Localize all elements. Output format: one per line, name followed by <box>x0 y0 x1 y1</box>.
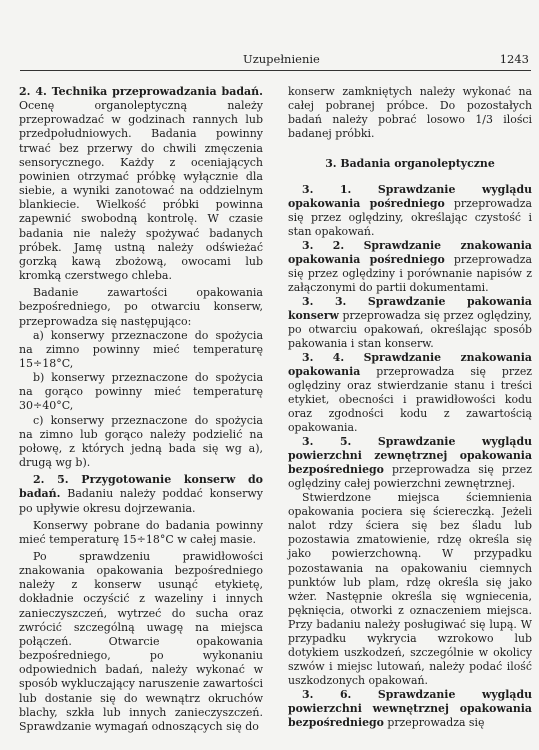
section-2-5-heading: 2. 5. Przygotowanie konserw do badań. <box>19 473 263 501</box>
list-item-c: c) konserwy przeznaczone do spożycia na zimno lub gorąco należy podzielić na połowę, z których jedną bada się wg a), drugą wg b). <box>19 413 263 470</box>
section-3-5 <box>288 435 532 491</box>
list-item-b: b) konserwy przeznaczone do spożycia na gorąco powinny mieć temperaturę 30÷40°C, <box>19 371 263 413</box>
section-2-4-text: Ocenę organoleptyczną należy przeprowadzać w godzinach rannych lub przedpołudniowych. Badania powinny trwać bez przerwy do chwili zmęczenia sensorycznego. Każdy z oceniających powinien otrzymać próbkę wyłącznie dla siebie, a wyniki zanotować na oddzielnym blankiecie. Wielkość próbki powinna zapewnić swobodną kontrolę. W czasie badania nie należy spożywać badanych próbek. Jamę ustną należy odświeżać gorzką kawą zbożową, owocami lub kromką czerstwego chleba. <box>19 99 263 283</box>
section-3-3-heading: 3. 3. Sprawdzanie pakowania konserw <box>288 295 532 323</box>
section-3-6-heading: 3. 6. Sprawdzanie wyglądu powierzchni wewnętrznej opakowania bezpośredniego <box>288 687 532 729</box>
section-3-1 <box>288 183 532 239</box>
paragraph-pobrane: Konserwy pobrane do badania powinny mieć temperaturę 15÷18°C w całej masie. <box>19 518 263 546</box>
paragraph-po-sprawdzeniu: Po sprawdzeniu prawidłowości znakowania opakowania bezpośredniego należy z konserw usunąć etykietę, dokładnie oczyścić z wazeliny i innych zanieczyszczeń, wytrzeć do sucha oraz zwrócić szczególną uwagę na miejsca połączeń. Otwarcie opakowania bezpośredniego, po wykonaniu odpowiednich badań, należy wykonać w sposób wykluczający naruszenie zawartości lub dostanie się do wewnątrz okruchów blachy, szkła lub innych zanieczyszczeń. Sprawdzanie wymagań odnoszących się do <box>19 550 263 733</box>
right-column <box>288 85 532 730</box>
paragraph-continued: konserw zamkniętych należy wykonać na całej pobranej próbce. Do pozostałych badań należy pobrać losowo 1/3 ilości badanej próbki. <box>288 85 532 141</box>
section-3-1-text: przeprowadza się przez oględziny, określając czystość i stan opakowań. <box>288 197 532 239</box>
section-2-4-heading: 2. 4. Technika przeprowadzania badań. <box>19 85 263 98</box>
paragraph-stwierdzone: Stwierdzone miejsca ściemnienia opakowania pociera się ściereczką. Jeżeli nalot rdzy ściera się bez śladu lub pozostawia zmatowienie, rdzę określa się jako powierzchowną. W przypadku pozostawania na opakowaniu ciemnych punktów lub plam, rdzę określa się jako wżer. Następnie określa się wgniecenia, pęknięcia, otworki z oznaczeniem miejsca. Przy badaniu należy posługiwać się lupą. W przypadku wykrycia wzrokowo lub dotykiem uszkodzeń, szczególnie w okolicy szwów i miejsc lutowań, należy podać ilość uszkodzonych opakowań. <box>288 491 532 687</box>
section-3-6-text: przeprowadza się <box>387 715 485 729</box>
section-3-5-text: przeprowadza się przez oględziny całej powierzchni zewnętrznej. <box>288 463 532 491</box>
section-2-5 <box>19 473 263 515</box>
page-number: 1243 <box>499 52 529 66</box>
section-3-3 <box>288 295 532 351</box>
section-2-5-text: Badaniu należy poddać konserwy po upływie okresu dojrzewania. <box>19 487 263 515</box>
paragraph-zawartosc: Badanie zawartości opakowania bezpośredniego, po otwarciu konserw, przeprowadza się następująco: <box>19 286 263 328</box>
section-3-4-heading: 3. 4. Sprawdzanie znakowania opakowania <box>288 351 532 379</box>
section-3-4 <box>288 351 532 435</box>
section-3-heading <box>288 157 532 171</box>
header-rule <box>20 70 531 71</box>
section-3-heading-text: 3. Badania organoleptyczne <box>325 157 495 171</box>
page-header <box>0 42 539 72</box>
section-3-6 <box>288 688 532 730</box>
section-3-2 <box>288 239 532 295</box>
running-title: Uzupełnienie <box>243 52 320 66</box>
section-3-1-heading: 3. 1. Sprawdzanie wyglądu opakowania pośredniego <box>288 183 532 211</box>
section-3-5-heading: 3. 5. Sprawdzanie wyglądu powierzchni zewnętrznej opakowania bezpośredniego <box>288 435 532 477</box>
section-3-3-text: przeprowadza się przez oględziny, po otwarciu opakowań, określając sposób pakowania i stan konserw. <box>288 309 532 351</box>
section-3-2-heading: 3. 2. Sprawdzanie znakowania opakowania pośredniego <box>288 239 532 267</box>
section-3-2-text: przeprowadza się przez oględziny i porównanie napisów z załączonymi do partii dokumentami. <box>288 253 532 295</box>
list-item-a: a) konserwy przeznaczone do spożycia na zimno powinny mieć temperaturę 15÷18°C, <box>19 328 263 370</box>
section-3-4-text: przeprowadza się przez oględziny oraz stwierdzanie stanu i treści etykiet, obecności i prawidłowości kodu oraz zgodności kodu z zawartością opakowania. <box>288 365 532 435</box>
section-2-4 <box>19 85 263 283</box>
left-column <box>19 85 263 734</box>
